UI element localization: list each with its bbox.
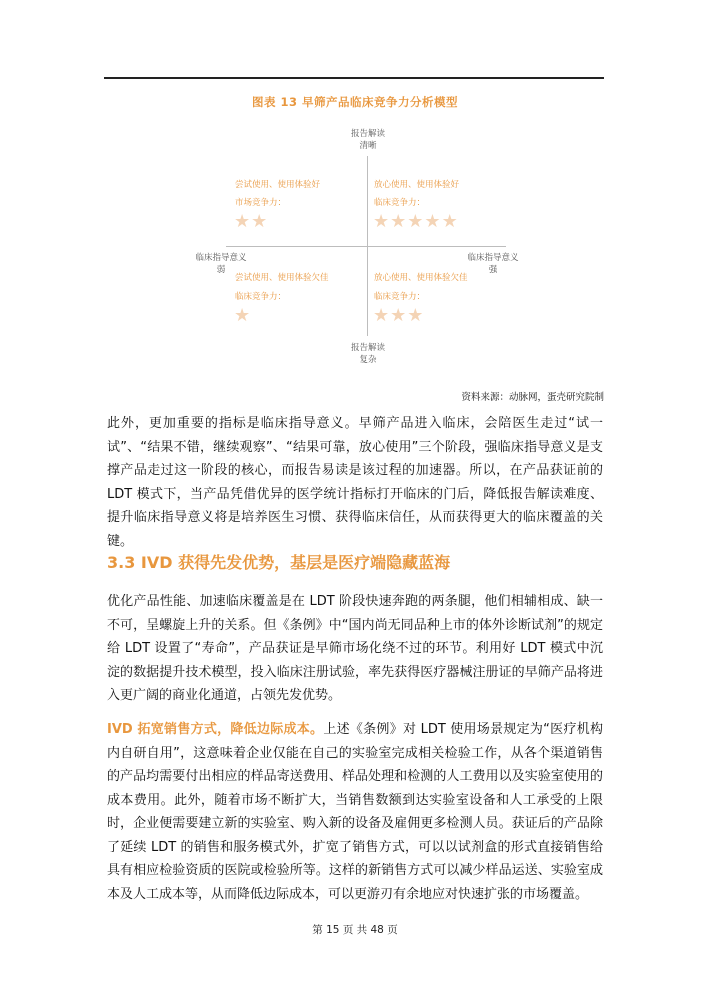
- star-icon: ★: [441, 211, 459, 232]
- axis-label-right-line2: 强: [488, 265, 498, 275]
- axis-label-bottom-line1: 报告解读: [350, 343, 385, 353]
- axis-label-bottom-line2: 复杂: [359, 355, 377, 365]
- top-rule: [104, 77, 604, 79]
- quadrant-bottom-right-label: 临床竞争力：: [374, 292, 426, 302]
- section-title: 3.3 IVD 获得先发优势，基层是医疗端隐藏蓝海: [107, 553, 451, 572]
- quadrant-top-left-text: 尝试使用、使用体验好: [235, 180, 321, 190]
- star-icon: ★: [234, 211, 252, 232]
- star-icon: ★: [390, 211, 408, 232]
- quadrant-diagram: [160, 120, 560, 380]
- page-footer: 第 15 页 共 48 页: [312, 924, 398, 936]
- quadrant-top-right-text: 放心使用、使用体验好: [374, 180, 460, 190]
- axis-label-bottom: [347, 342, 389, 366]
- axis-label-right: [460, 252, 526, 276]
- star-icon: ★: [390, 305, 408, 326]
- star-icon: ★: [373, 211, 391, 232]
- paragraph-3-body: 上述《条例》对 LDT 使用场景规定为“医疗机构内自研自用”，这意味着企业仅能在自己的实验室完成相关检验工作，从各个渠道销售的产品均需要付出相应的样品寄送费用、样品处理和检测的人工费用以及实验室使用的成本费用。此外，随着市场不断扩大，当销售数额到达实验室设备和人工承受的上限时，企业便需要建立新的实验室、购入新的设备及雇佣更多检测人员。获证后的产品除了延续 LDT 的销售和服务模式外，扩宽了销售方式，可以以试剂盒的形式直接销售给具有相应检验资质的医院或检验所等。这样的新销售方式可以减少样品运送、实验室成本及人工成本等，从而降低边际成本，可以更游刃有余地应对快速扩张的市场覆盖。: [107, 722, 603, 902]
- star-icon: ★: [373, 305, 391, 326]
- paragraph-3-highlight: IVD 拓宽销售方式，降低边际成本。: [107, 722, 324, 737]
- star-icon: ★: [251, 211, 269, 232]
- quadrant-top-left-stars: [234, 212, 268, 232]
- quadrant-top-left-label: 市场竞争力：: [235, 198, 287, 208]
- paragraph-1: 此外，更加重要的指标是临床指导意义。早筛产品进入临床，会陪医生走过“试一试”、“结果不错，继续观察”、“结果可靠，放心使用”三个阶段，强临床指导意义是支撑产品走过这一阶段的核心，而报告易读是该过程的加速器。所以，在产品获证前的 LDT 模式下，当产品凭借优异的医学统计指标打开临床的门后，降低报告解读难度、提升临床指导意义将是培养医生习惯、获得临床信任，从而获得更大的临床覆盖的关键。: [107, 416, 603, 549]
- axis-label-top-line2: 清晰: [359, 141, 377, 151]
- star-icon: ★: [424, 211, 442, 232]
- quadrant-bottom-left-label: 临床竞争力：: [235, 292, 287, 302]
- quadrant-bottom-right-text: 放心使用、使用体验欠佳: [374, 273, 468, 283]
- figure-source: 资料来源：动脉网，蛋壳研究院制: [461, 392, 604, 403]
- axis-label-top: [347, 128, 389, 152]
- star-icon: ★: [407, 305, 425, 326]
- axis-label-top-line1: 报告解读: [350, 129, 385, 139]
- horizontal-axis: [226, 246, 506, 247]
- axis-label-left-line2: 弱: [216, 265, 226, 275]
- axis-label-right-line1: 临床指导意义: [467, 253, 519, 263]
- paragraph-2: 优化产品性能、加速临床覆盖是在 LDT 阶段快速奔跑的两条腿，他们相辅相成、缺一不可，呈螺旋上升的关系。但《条例》中“国内尚无同品种上市的体外诊断试剂”的规定给 LDT 设置了“寿命”，产品获证是早筛市场化绕不过的环节。利用好 LDT 模式中沉淀的数据提升技术模型，投入临床注册试验，率先获得医疗器械注册证的早筛产品将进入更广阔的商业化通道，占领先发优势。: [107, 594, 603, 703]
- quadrant-top-right-label: 临床竞争力：: [374, 198, 426, 208]
- quadrant-bottom-right-stars: [373, 306, 424, 326]
- quadrant-bottom-left-stars: [234, 306, 251, 326]
- axis-label-left-line1: 临床指导意义: [195, 253, 247, 263]
- star-icon: ★: [407, 211, 425, 232]
- quadrant-top-right-stars: [373, 212, 459, 232]
- paragraph-3: [107, 718, 603, 906]
- quadrant-bottom-left-text: 尝试使用、使用体验欠佳: [235, 273, 329, 283]
- star-icon: ★: [234, 305, 252, 326]
- figure-title: 图表 13 早筛产品临床竞争力分析模型: [251, 95, 458, 109]
